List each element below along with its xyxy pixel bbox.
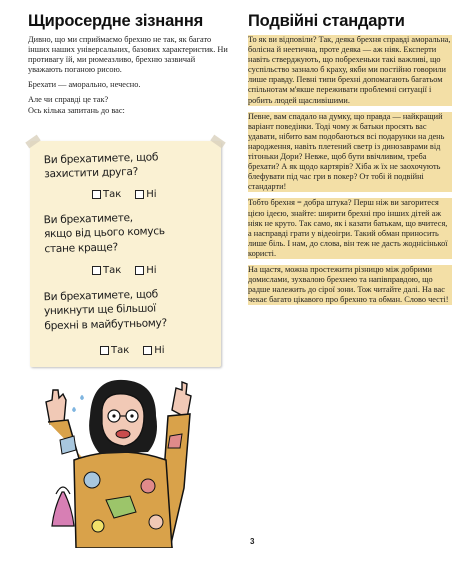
left-paragraph-1: Дивно, що ми сприймаємо брехню не так, як багато інших наших універсальних, базових характеристик. Ни противагу їй, ми рюмеазливо, брехню зазвичай уважають поганою рисою. — [28, 35, 228, 75]
no-label: Ні — [146, 265, 157, 276]
left-paragraph-3b: Ось кілька запитань до вас: — [28, 105, 125, 115]
question-2-line-2: якщо від цього комусь — [43, 225, 165, 241]
right-hand-icon — [172, 382, 191, 418]
illustration-woman — [44, 376, 194, 548]
quiz-card — [30, 141, 221, 367]
left-paragraph-3a: Але чи справді це так? — [28, 95, 109, 105]
right-paragraph-2: Певне, вам спадало на думку, що правда — найкращий варіант поведінки. Тоді чому ж батьки просять вас удавати, нібито вам подобаються всі подарунки на день народження, навіть плетений светр із динозаврами від тітоньки Дори? Невже, щоб бути ввічливим, треба брехати? А як щодо картярів? Хіба ж їх не заохочують блефувати під час гри в покер? От тобі й подвійні стандарти! — [248, 112, 452, 193]
tape-top-right — [210, 135, 225, 149]
question-3-line-1: Ви брехатимете, щоб — [43, 288, 159, 304]
no-label: Ні — [154, 345, 165, 356]
question-3-line-3: брехні в майбутньому? — [44, 316, 168, 333]
question-1 — [44, 149, 221, 182]
question-3 — [43, 286, 220, 334]
checkbox[interactable] — [143, 346, 152, 355]
left-title: Щиросердне зізнання — [28, 12, 204, 30]
right-column — [248, 12, 452, 311]
question-3-line-2: уникнути ще більшої — [43, 302, 157, 318]
q3-no-option[interactable] — [143, 345, 164, 356]
q1-yes-option[interactable] — [92, 189, 121, 200]
right-paragraph-4: На щастя, можна простежити різницю між добрими домислами, зухвалою брехнею та напівправдою, що радше належить до сірої зони. Тож читайте далі. На вас чекає багато цікавого про брехню та обман. Слово честі! — [248, 265, 452, 305]
sweat-drop-icon — [80, 395, 84, 400]
q3-yes-option[interactable] — [100, 345, 129, 356]
q2-no-option[interactable] — [135, 265, 156, 276]
question-2-line-1: Ви брехатимете, — [43, 211, 133, 227]
question-2 — [43, 209, 220, 257]
tape-top-left — [25, 135, 40, 149]
checkbox[interactable] — [92, 190, 101, 199]
left-hand-icon — [46, 390, 66, 424]
right-paragraph-3: Тобто брехня = добра штука? Перш ніж ви загоритеся цією ідеєю, знайте: ширити брехні про інших дітей аж ніяк не круто. Так само, як і казати батькам, що вчитеся, а насправді грати у відеоігри. Такий обман приносить лише біль. І нам, до слова, він теж не дасть жоднісінької користі. — [248, 198, 452, 259]
question-1-line-2: захистити друга? — [44, 166, 139, 181]
checkbox[interactable] — [135, 190, 144, 199]
checkbox[interactable] — [92, 266, 101, 275]
question-1-line-1: Ви брехатимете, щоб — [43, 151, 159, 167]
question-2-options — [92, 265, 157, 276]
checkbox[interactable] — [100, 346, 109, 355]
checkbox[interactable] — [135, 266, 144, 275]
right-paragraph-1: То як ви відповіли? Так, деяка брехня справді аморальна, болісна й неетична, проте деяка — аж ніяк. Експерти навіть стверджують, що побрехеньки такі важливі, що суспільство зазнало б краху, якби ми постійно говорили лише правду. Певні типи брехні допомагають багатьом спільнотам м'якше переживати проблемні ситуації і робить людей щасливішими. — [248, 35, 451, 105]
right-title: Подвійні стандарти — [248, 12, 405, 30]
question-2-line-3: стане краще? — [44, 241, 118, 256]
left-paragraph-2: Брехати — аморально, нечесно. — [28, 80, 141, 90]
q1-no-option[interactable] — [135, 189, 156, 200]
yes-label: Так — [103, 265, 122, 276]
yes-label: Так — [103, 189, 122, 200]
handbag-icon — [52, 492, 74, 526]
question-3-options — [100, 345, 165, 356]
left-column — [28, 12, 228, 121]
no-label: Ні — [146, 189, 157, 200]
yes-label: Так — [111, 345, 130, 356]
page-number: 3 — [250, 537, 255, 546]
q2-yes-option[interactable] — [92, 265, 121, 276]
question-1-options — [92, 189, 157, 200]
left-paragraph-3 — [28, 95, 228, 115]
